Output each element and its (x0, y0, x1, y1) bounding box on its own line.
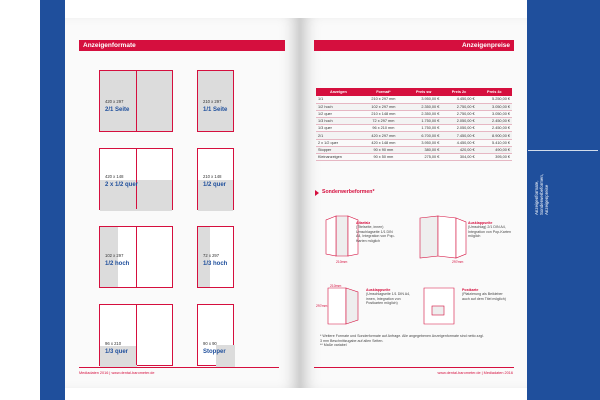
price-table (316, 88, 512, 161)
format-2x-half-landscape: 420 x 148 2 x 1/2 quer (99, 148, 173, 210)
table-row: 1/3 quer 96 x 210 mm 1.750,00 € 2.050,00 € 2.450,00 € (318, 126, 510, 131)
table-row: 1/2 hoch 102 x 297 mm 2.350,00 € 2.750,00 € 3.050,00 € (318, 104, 510, 109)
format-half-portrait: 102 x 297 1/2 hoch (99, 226, 173, 288)
format-stopper: 90 x 90 Stopper (197, 304, 234, 366)
special-formats-heading: Sonderwerbeformen* (322, 189, 375, 195)
arrow-right-icon (315, 190, 319, 196)
special-altarfalz: Altarfalz (Titelseite, innen) Umschlagseite 1/1 DIN A4, Integration von Pop-Karten möglich (356, 221, 395, 243)
table-row: Kleinanzeigen 90 x 50 mm 275,00 € 304,00 € 395,00 € (318, 155, 510, 160)
special-ausklappseite-inside: Ausklappseite (Umschlagseite 1/1 DIN A4, innen, Integration von Postkarten möglich) (366, 288, 411, 306)
dimension-label: 210mm (330, 284, 342, 288)
section-title-formats: Anzeigenformate (79, 40, 285, 51)
table-row: Stopper 90 x 90 mm 380,00 € 420,00 € 490,00 € (318, 147, 510, 152)
section-title-prices: Anzeigenpreise (314, 40, 514, 51)
ausklappseite-inside-sketch-icon (324, 284, 364, 328)
footnotes: * Weitere Formate und Sonderformate auf Anfrage. Alle angegebenen Anzeigenformate sind netto zzgl. 3 mm Beschnittzugabe auf allen Seiten. ** Maße variabel (320, 334, 484, 348)
ausklappseite-sketch-icon (416, 210, 470, 264)
format-2-1-page: 420 x 297 2/1 Seite (99, 70, 173, 132)
table-row: 2/1 420 x 297 mm 6.700,00 € 7.450,00 € 8.900,00 € (318, 133, 510, 138)
dimension-label: 210mm (336, 260, 348, 264)
format-third-landscape: 96 x 210 1/3 quer (99, 304, 173, 366)
table-row: 1/2 quer 210 x 148 mm 2.350,00 € 2.750,00 € 3.050,00 € (318, 111, 510, 116)
column-header: Format* (361, 88, 406, 96)
cover-edge-left (40, 0, 65, 400)
column-header: Preis 2c (441, 88, 476, 96)
footer-left: Mediadaten 2016 | www.dental-barometer.de (79, 371, 155, 375)
column-header: Preis 4c (477, 88, 512, 96)
side-tab-divider (528, 150, 598, 151)
format-third-portrait: 72 x 297 1/3 hoch (197, 226, 234, 288)
postcard-sketch-icon (420, 284, 460, 328)
special-ausklappseite-cover: Ausklappseite (Umschlag) 2/1 DIN A4, Integration von Pop-Karten möglich (468, 221, 511, 239)
left-page (65, 18, 300, 388)
format-half-landscape: 210 x 148 1/2 quer (197, 148, 234, 210)
special-postcard: Postkarte (Platzierung als Beikleber auch auf dem Titel möglich) (462, 288, 506, 301)
table-row: 1/1 210 x 297 mm 3.950,00 € 4.450,00 € 5.250,00 € (318, 97, 510, 102)
column-header: Anzeigen (316, 88, 361, 96)
dimension-label: 297mm (452, 260, 464, 264)
footer-rule-right (314, 367, 514, 368)
column-header: Preis sw (406, 88, 441, 96)
price-table-header (316, 88, 512, 96)
format-1-1-page: 210 x 297 1/1 Seite (197, 70, 234, 132)
footer-rule-left (79, 367, 279, 368)
background (0, 0, 40, 400)
side-tab-label: Anzeigenformate, Sonderwerbeformen, Anzeigenpreise (534, 173, 549, 215)
table-row: 2 x 1/2 quer 420 x 148 mm 3.950,00 € 4.450,00 € 5.410,00 € (318, 140, 510, 145)
right-page (300, 18, 527, 388)
footer-right: www.dental-barometer.de | Mediadaten 2016 (437, 371, 513, 375)
table-row: 1/3 hoch 72 x 297 mm 1.750,00 € 2.050,00 € 2.450,00 € (318, 119, 510, 124)
dimension-label: 297mm (316, 304, 328, 308)
